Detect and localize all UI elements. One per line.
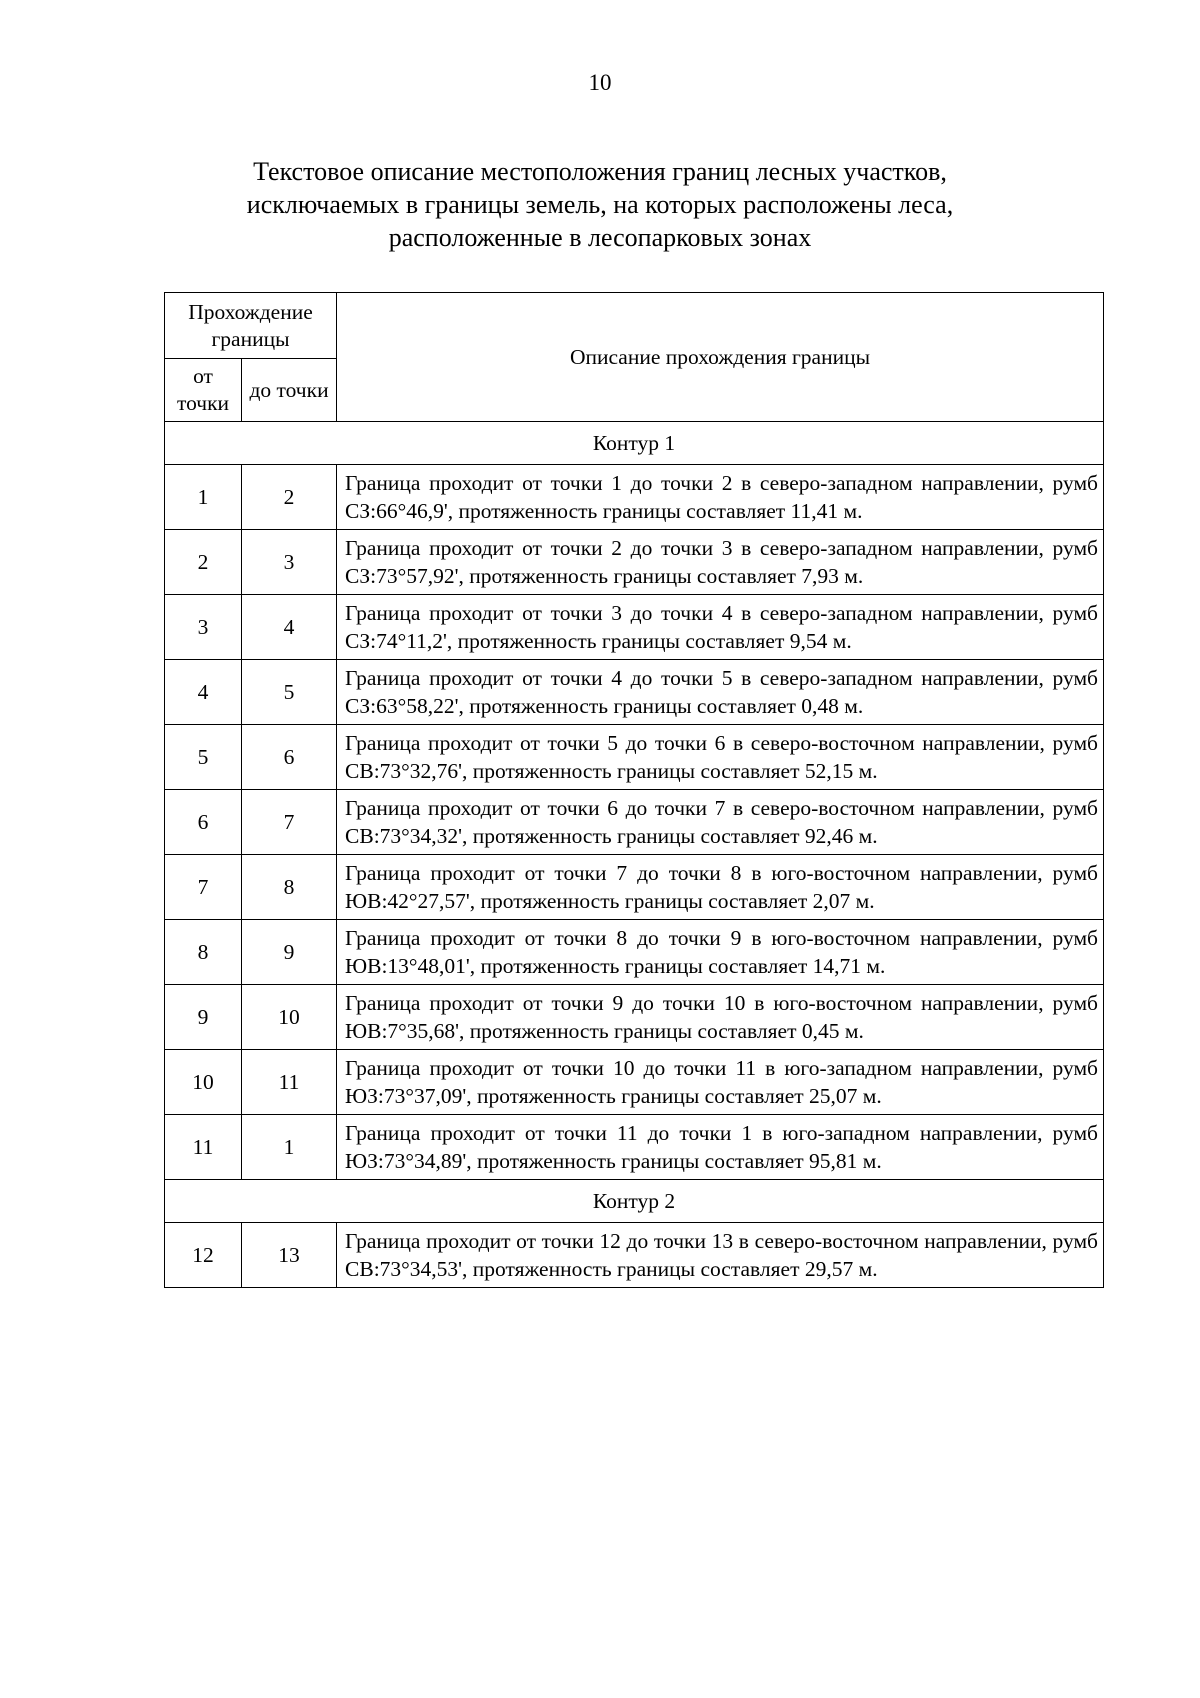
description-cell: Граница проходит от точки 12 до точки 13 в северо-восточном направлении, румб СВ:73°34,53', протяженность границы составляет 29,57 м. (337, 1223, 1104, 1288)
point-from-cell: 3 (165, 595, 242, 660)
point-to-cell: 7 (242, 790, 337, 855)
description-cell: Граница проходит от точки 8 до точки 9 в юго-восточном направлении, румб ЮВ:13°48,01', протяженность границы составляет 14,71 м. (337, 920, 1104, 985)
description-cell: Граница проходит от точки 3 до точки 4 в северо-западном направлении, румб СЗ:74°11,2', протяженность границы составляет 9,54 м. (337, 595, 1104, 660)
table-row (165, 725, 1104, 790)
point-to-cell: 1 (242, 1115, 337, 1180)
point-to-cell: 5 (242, 660, 337, 725)
header-passage: Прохождение границы (165, 293, 337, 359)
page-number: 10 (588, 70, 612, 95)
point-to-cell: 10 (242, 985, 337, 1050)
point-from-cell: 11 (165, 1115, 242, 1180)
table-row (165, 595, 1104, 660)
table-row (165, 1223, 1104, 1288)
point-to-cell: 9 (242, 920, 337, 985)
table-row (165, 920, 1104, 985)
table-header (165, 293, 1104, 422)
description-cell: Граница проходит от точки 1 до точки 2 в северо-западном направлении, румб СЗ:66°46,9', протяженность границы составляет 11,41 м. (337, 465, 1104, 530)
point-to-cell: 4 (242, 595, 337, 660)
description-cell: Граница проходит от точки 2 до точки 3 в северо-западном направлении, румб СЗ:73°57,92', протяженность границы составляет 7,93 м. (337, 530, 1104, 595)
boundary-table (164, 292, 1104, 1288)
table-row (165, 1050, 1104, 1115)
point-from-cell: 7 (165, 855, 242, 920)
description-cell: Граница проходит от точки 7 до точки 8 в юго-восточном направлении, румб ЮВ:42°27,57', протяженность границы составляет 2,07 м. (337, 855, 1104, 920)
point-from-cell: 2 (165, 530, 242, 595)
point-from-cell: 12 (165, 1223, 242, 1288)
point-from-cell: 10 (165, 1050, 242, 1115)
table-row (165, 985, 1104, 1050)
contour-1-section (165, 422, 1104, 1180)
contour-label: Контур 1 (165, 422, 1104, 465)
header-from: от точки (165, 359, 242, 422)
point-from-cell: 5 (165, 725, 242, 790)
header-description: Описание прохождения границы (337, 293, 1104, 422)
description-cell: Граница проходит от точки 6 до точки 7 в северо-восточном направлении, румб СВ:73°34,32', протяженность границы составляет 92,46 м. (337, 790, 1104, 855)
point-from-cell: 6 (165, 790, 242, 855)
title-line: Текстовое описание местоположения границ лесных участков, (253, 157, 947, 186)
table-row (165, 1115, 1104, 1180)
table-row (165, 855, 1104, 920)
point-to-cell: 11 (242, 1050, 337, 1115)
description-cell: Граница проходит от точки 10 до точки 11 в юго-западном направлении, румб ЮЗ:73°37,09', протяженность границы составляет 25,07 м. (337, 1050, 1104, 1115)
contour-label: Контур 2 (165, 1180, 1104, 1223)
table-row (165, 790, 1104, 855)
document-title (170, 155, 1030, 254)
point-to-cell: 8 (242, 855, 337, 920)
table-row (165, 660, 1104, 725)
point-from-cell: 1 (165, 465, 242, 530)
title-line: расположенные в лесопарковых зонах (388, 223, 812, 252)
point-from-cell: 4 (165, 660, 242, 725)
header-to: до точки (242, 359, 337, 422)
point-to-cell: 3 (242, 530, 337, 595)
point-to-cell: 6 (242, 725, 337, 790)
contour-2-section (165, 1180, 1104, 1288)
title-line: исключаемых в границы земель, на которых расположены леса, (246, 190, 954, 219)
table-row (165, 465, 1104, 530)
point-to-cell: 2 (242, 465, 337, 530)
point-from-cell: 8 (165, 920, 242, 985)
point-from-cell: 9 (165, 985, 242, 1050)
description-cell: Граница проходит от точки 9 до точки 10 в юго-восточном направлении, румб ЮВ:7°35,68', протяженность границы составляет 0,45 м. (337, 985, 1104, 1050)
table-row (165, 530, 1104, 595)
point-to-cell: 13 (242, 1223, 337, 1288)
description-cell: Граница проходит от точки 11 до точки 1 в юго-западном направлении, румб ЮЗ:73°34,89', протяженность границы составляет 95,81 м. (337, 1115, 1104, 1180)
description-cell: Граница проходит от точки 5 до точки 6 в северо-восточном направлении, румб СВ:73°32,76', протяженность границы составляет 52,15 м. (337, 725, 1104, 790)
description-cell: Граница проходит от точки 4 до точки 5 в северо-западном направлении, румб СЗ:63°58,22', протяженность границы составляет 0,48 м. (337, 660, 1104, 725)
